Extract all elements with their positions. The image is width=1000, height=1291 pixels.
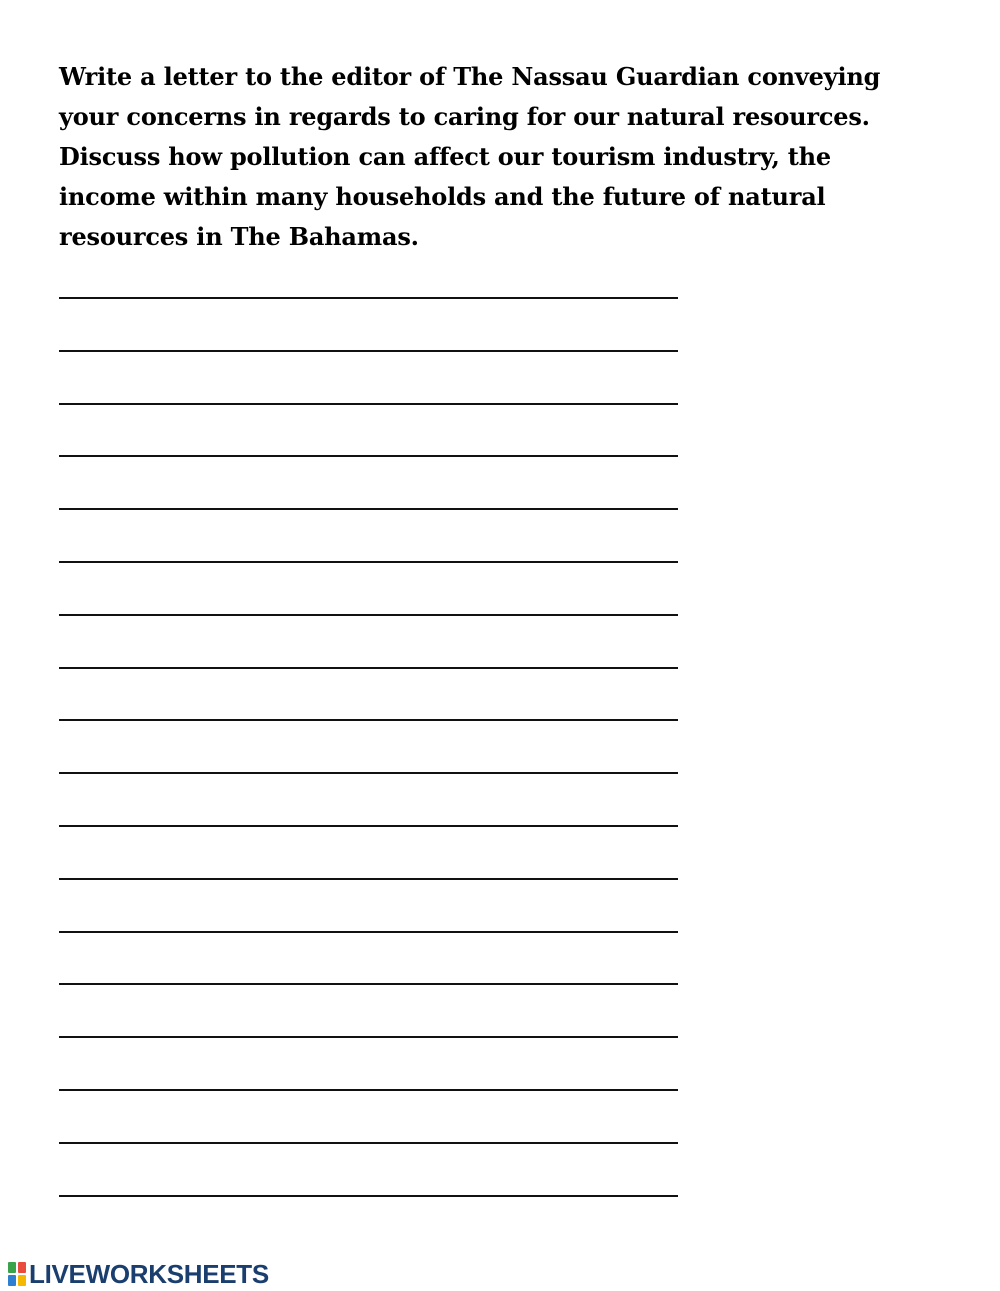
answer-line[interactable] [59, 614, 678, 616]
logo-text: LIVEWORKSHEETS [29, 1259, 269, 1289]
answer-line[interactable] [59, 667, 678, 669]
prompt-line: Write a letter to the editor of The Nassau Guardian conveying [59, 62, 881, 91]
answer-line[interactable] [59, 297, 678, 299]
answer-line[interactable] [59, 403, 678, 405]
logo-mark-square [8, 1262, 16, 1273]
logo-mark-icon [8, 1262, 26, 1286]
logo-mark-square [18, 1275, 26, 1286]
answer-line[interactable] [59, 508, 678, 510]
answer-line[interactable] [59, 772, 678, 774]
answer-line[interactable] [59, 825, 678, 827]
prompt-line: income within many households and the future of natural [59, 182, 826, 211]
logo-mark-square [8, 1275, 16, 1286]
answer-line[interactable] [59, 455, 678, 457]
answer-line[interactable] [59, 1195, 678, 1197]
logo-mark-square [18, 1262, 26, 1273]
answer-line[interactable] [59, 350, 678, 352]
answer-line[interactable] [59, 1089, 678, 1091]
answer-line[interactable] [59, 719, 678, 721]
answer-line[interactable] [59, 878, 678, 880]
prompt-line: your concerns in regards to caring for our natural resources. [59, 102, 870, 131]
prompt-line: resources in The Bahamas. [59, 222, 419, 251]
prompt-line: Discuss how pollution can affect our tourism industry, the [59, 142, 831, 171]
answer-line[interactable] [59, 931, 678, 933]
prompt-text [59, 57, 959, 257]
answer-line[interactable] [59, 1036, 678, 1038]
answer-lines-area[interactable] [59, 297, 679, 1247]
answer-line[interactable] [59, 1142, 678, 1144]
answer-line[interactable] [59, 983, 678, 985]
answer-line[interactable] [59, 561, 678, 563]
liveworksheets-logo [8, 1261, 269, 1287]
